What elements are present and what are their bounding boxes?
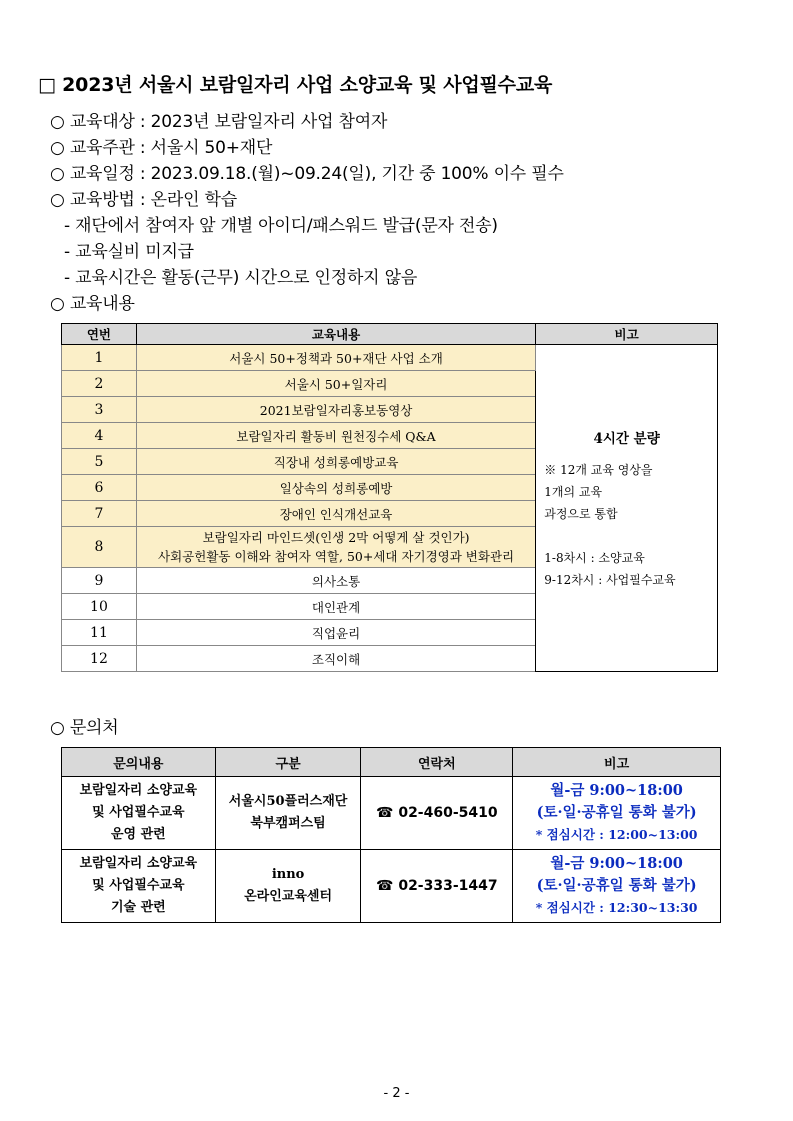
header-inquiry: 문의내용 <box>62 748 216 777</box>
row-content: 대인관계 <box>136 594 535 620</box>
document-title: □ 2023년 서울시 보람일자리 사업 소양교육 및 사업필수교육 <box>38 74 553 96</box>
category-cell <box>215 777 361 850</box>
row-content: 2021보람일자리홍보동영상 <box>136 397 535 423</box>
hours-cell <box>513 777 721 850</box>
note-line: 과정으로 통합 <box>544 507 618 521</box>
inquiry-line: 기술 관련 <box>110 900 166 915</box>
overview-target: ○ 교육대상 : 2023년 보람일자리 사업 참여자 <box>50 112 388 132</box>
row-number: 12 <box>62 646 137 672</box>
inquiry-line: 보람일자리 소양교육 <box>79 783 198 798</box>
note-account: - 재단에서 참여자 앞 개별 아이디/패스워드 발급(문자 전송) <box>64 216 498 236</box>
row-number: 4 <box>62 423 137 449</box>
note-line: 1-8차시 : 소양교육 <box>544 551 645 565</box>
header-phone: 연락처 <box>361 748 513 777</box>
header-number: 연번 <box>62 324 137 345</box>
contact-table <box>61 747 721 923</box>
row-number: 11 <box>62 620 137 646</box>
duration-note: 4시간 분량 <box>593 431 660 447</box>
overview-schedule: ○ 교육일정 : 2023.09.18.(월)~09.24(일), 기간 중 100% 이수 필수 <box>50 164 564 184</box>
row-content: 장애인 인식개선교육 <box>136 501 535 527</box>
business-hours: 월-금 9:00~18:00 <box>550 855 683 872</box>
note-line <box>544 525 717 547</box>
business-hours: 월-금 9:00~18:00 <box>550 782 683 799</box>
phone-number[interactable]: ☎ 02-460-5410 <box>361 777 513 850</box>
table-row <box>62 850 721 923</box>
note-line: ※ 12개 교육 영상을 <box>544 463 653 477</box>
row-number: 5 <box>62 449 137 475</box>
row-content-line: 사회공헌활동 이해와 참여자 역할, 50+세대 자기경영과 변화관리 <box>158 549 515 564</box>
row-number: 2 <box>62 371 137 397</box>
lunch-time: * 점심시간 : 12:00~13:00 <box>535 827 698 842</box>
row-number: 1 <box>62 345 137 371</box>
category-cell <box>215 850 361 923</box>
overview-method: ○ 교육방법 : 온라인 학습 <box>50 190 237 210</box>
phone-number[interactable]: ☎ 02-333-1447 <box>361 850 513 923</box>
overview-organizer: ○ 교육주관 : 서울시 50+재단 <box>50 138 273 158</box>
table-row <box>62 777 721 850</box>
category-line: 북부캠퍼스팀 <box>250 816 326 831</box>
note-cell <box>536 345 718 672</box>
inquiry-cell <box>62 850 216 923</box>
row-number: 3 <box>62 397 137 423</box>
hours-cell <box>513 850 721 923</box>
header-category: 구분 <box>215 748 361 777</box>
inquiry-line: 보람일자리 소양교육 <box>79 856 198 871</box>
row-number: 10 <box>62 594 137 620</box>
row-content: 의사소통 <box>136 568 535 594</box>
contact-heading: ○ 문의처 <box>50 718 119 738</box>
row-content: 서울시 50+일자리 <box>136 371 535 397</box>
inquiry-line: 및 사업필수교육 <box>92 805 185 820</box>
row-number: 7 <box>62 501 137 527</box>
row-number: 8 <box>62 527 137 568</box>
note-hours: - 교육시간은 활동(근무) 시간으로 인정하지 않음 <box>64 268 418 288</box>
table-row <box>62 345 718 371</box>
inquiry-cell <box>62 777 216 850</box>
education-content-table <box>61 323 718 672</box>
closed-days: (토·일·공휴일 통화 불가) <box>536 804 697 821</box>
table-header-row <box>62 748 721 777</box>
category-line: inno <box>271 867 305 882</box>
lunch-time: * 점심시간 : 12:30~13:30 <box>535 900 698 915</box>
row-content: 보람일자리 활동비 원천징수세 Q&A <box>136 423 535 449</box>
content-heading: ○ 교육내용 <box>50 294 135 314</box>
row-content: 서울시 50+정책과 50+재단 사업 소개 <box>136 345 535 371</box>
category-line: 서울시50플러스재단 <box>228 794 348 809</box>
inquiry-line: 및 사업필수교육 <box>92 878 185 893</box>
inquiry-line: 운영 관련 <box>110 827 166 842</box>
row-content-line: 보람일자리 마인드셋(인생 2막 어떻게 살 것인가) <box>202 530 470 545</box>
note-line: 1개의 교육 <box>544 485 603 499</box>
header-remarks: 비고 <box>513 748 721 777</box>
header-note: 비고 <box>536 324 718 345</box>
row-content <box>136 527 535 568</box>
row-number: 6 <box>62 475 137 501</box>
note-expense: - 교육실비 미지급 <box>64 242 194 262</box>
row-content: 일상속의 성희롱예방 <box>136 475 535 501</box>
table-header-row <box>62 324 718 345</box>
header-content: 교육내용 <box>136 324 535 345</box>
row-content: 직장내 성희롱예방교육 <box>136 449 535 475</box>
category-line: 온라인교육센터 <box>244 889 333 904</box>
note-line: 9-12차시 : 사업필수교육 <box>544 573 676 587</box>
row-content: 조직이해 <box>136 646 535 672</box>
closed-days: (토·일·공휴일 통화 불가) <box>536 877 697 894</box>
page-number: - 2 - <box>383 1086 410 1101</box>
row-number: 9 <box>62 568 137 594</box>
row-content: 직업윤리 <box>136 620 535 646</box>
